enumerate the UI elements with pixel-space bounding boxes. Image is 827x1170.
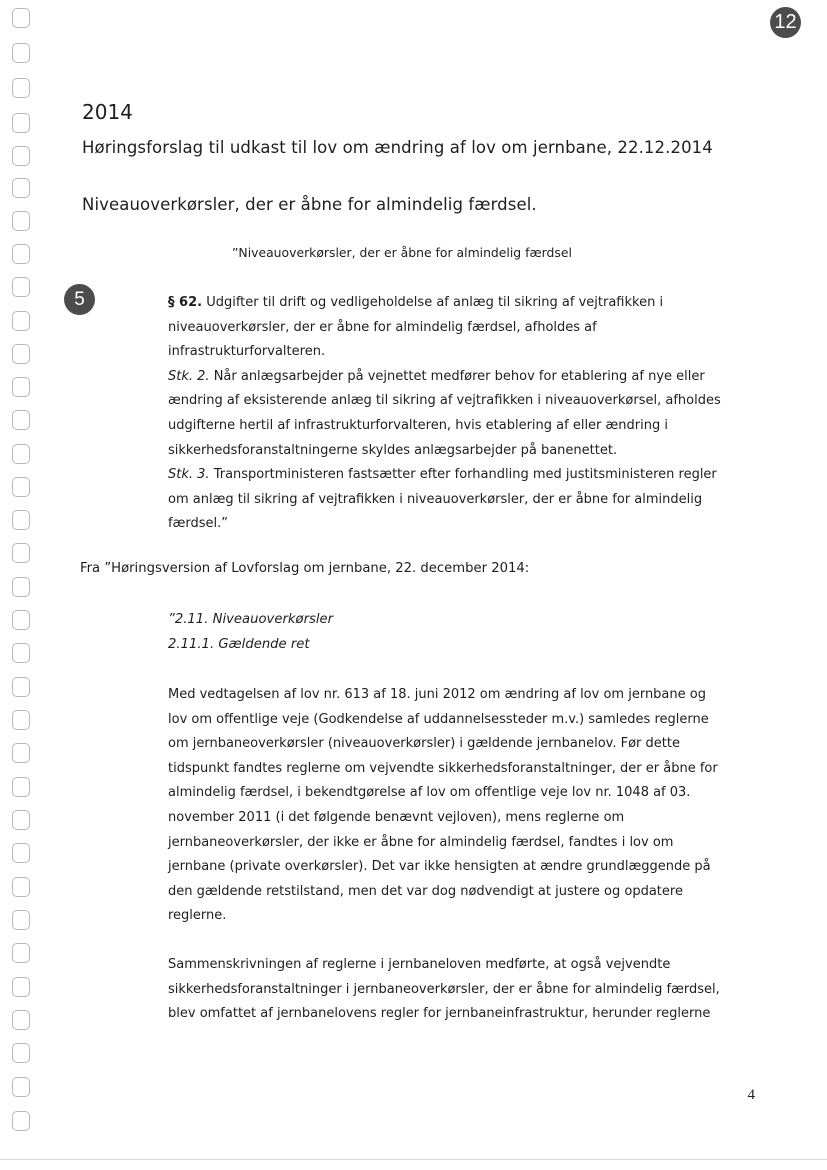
- subsection-subtitle: 2.11.1. Gældende ret: [168, 636, 310, 652]
- binder-hole: [12, 311, 30, 331]
- page-title: Høringsforslag til udkast til lov om ændring af lov om jernbane, 22.12.2014: [82, 138, 713, 157]
- section-62: [168, 291, 721, 537]
- section-badge: 5: [64, 284, 95, 315]
- binder-hole: [12, 344, 30, 364]
- text-line: udgifterne hertil af infrastrukturforvalteren, hvis etablering af eller ændring i: [168, 417, 668, 433]
- section-label: § 62.: [168, 295, 203, 310]
- binder-hole: [12, 510, 30, 530]
- text-line: tidspunkt fandtes reglerne om vejvendte sikkerhedsforanstaltninger, der er åbne for: [168, 760, 718, 776]
- text-line: sikkerhedsforanstaltninger i jernbaneoverkørsler, der er åbne for almindelig færdsel,: [168, 981, 720, 997]
- text-line: Med vedtagelsen af lov nr. 613 af 18. juni 2012 om ændring af lov om jernbane og: [168, 687, 706, 702]
- page-number: 4: [747, 1087, 755, 1103]
- text-line: Sammenskrivningen af reglerne i jernbaneloven medførte, at også vejvendte: [168, 957, 671, 972]
- section-subheading: Niveauoverkørsler, der er åbne for almindelig færdsel.: [82, 195, 537, 214]
- binder-hole: [12, 146, 30, 166]
- stk-label: Stk. 3.: [168, 467, 210, 483]
- binder-hole: [12, 1111, 30, 1131]
- binder-hole: [12, 113, 30, 133]
- text-line: sikkerhedsforanstaltningerne skyldes anlægsarbejder på banenettet.: [168, 442, 618, 458]
- binder-hole: [12, 643, 30, 663]
- binder-hole: [12, 910, 30, 930]
- binder-hole: [12, 377, 30, 397]
- subsection-heading: [168, 608, 333, 657]
- binder-holes: [0, 0, 40, 1170]
- text-line: Når anlægsarbejder på vejnettet medfører behov for etablering af nye eller: [213, 368, 705, 384]
- text-line: færdsel.”: [168, 516, 228, 532]
- binder-hole: [12, 810, 30, 830]
- quote-title: ”Niveauoverkørsler, der er åbne for almindelig færdsel: [232, 245, 572, 260]
- stk-label: Stk. 2.: [168, 368, 210, 384]
- binder-hole: [12, 710, 30, 730]
- binder-hole: [12, 477, 30, 497]
- text-line: blev omfattet af jernbanelovens regler for jernbaneinfrastruktur, herunder reglerne: [168, 1006, 711, 1022]
- source-line: Fra ”Høringsversion af Lovforslag om jernbane, 22. december 2014:: [80, 561, 530, 576]
- text-line: almindelig færdsel, i bekendtgørelse af lov om offentlige veje lov nr. 1048 af 03.: [168, 785, 691, 801]
- binder-hole: [12, 677, 30, 697]
- binder-hole: [12, 843, 30, 863]
- text-line: jernbaneoverkørsler, der ikke er åbne for almindelig færdsel, fandtes i lov om: [168, 834, 674, 850]
- year-heading: 2014: [82, 100, 133, 124]
- binder-hole: [12, 43, 30, 63]
- binder-hole: [12, 610, 30, 630]
- text-line: november 2011 (i det følgende benævnt vejloven), mens reglerne om: [168, 809, 625, 825]
- binder-hole: [12, 877, 30, 897]
- paragraph-2: [168, 953, 720, 1027]
- text-line: Transportministeren fastsætter efter forhandling med justitsministeren regler: [213, 467, 717, 483]
- subsection-title: ”2.11. Niveauoverkørsler: [168, 612, 334, 627]
- binder-hole: [12, 777, 30, 797]
- text-line: lov om offentlige veje (Godkendelse af uddannelsessteder m.v.) samledes reglerne: [168, 711, 709, 727]
- binder-hole: [12, 1010, 30, 1030]
- binder-hole: [12, 577, 30, 597]
- binder-hole: [12, 277, 30, 297]
- binder-hole: [12, 977, 30, 997]
- binder-hole: [12, 1077, 30, 1097]
- binder-hole: [12, 410, 30, 430]
- binder-hole: [12, 211, 30, 231]
- binder-hole: [12, 743, 30, 763]
- binder-hole: [12, 943, 30, 963]
- text-line: om anlæg til sikring af vejtrafikken i niveauoverkørsler, der er åbne for almindelig: [168, 491, 703, 507]
- binder-hole: [12, 8, 30, 28]
- binder-hole: [12, 543, 30, 563]
- paragraph-1: [168, 683, 718, 929]
- text-line: om jernbaneoverkørsler (niveauoverkørsler) i gældende jernbanelov. Før dette: [168, 736, 680, 752]
- text-line: niveauoverkørsler, der er åbne for almindelig færdsel, afholdes af: [168, 319, 597, 335]
- text-line: Udgifter til drift og vedligeholdelse af anlæg til sikring af vejtrafikken i: [206, 295, 664, 310]
- binder-hole: [12, 178, 30, 198]
- binder-hole: [12, 444, 30, 464]
- page-badge: 12: [770, 7, 801, 38]
- binder-hole: [12, 1043, 30, 1063]
- binder-hole: [12, 244, 30, 264]
- text-line: infrastrukturforvalteren.: [168, 344, 326, 360]
- text-line: den gældende retstilstand, men det var dog nødvendigt at justere og opdatere: [168, 883, 683, 899]
- page-bottom-edge: [0, 1159, 827, 1160]
- text-line: reglerne.: [168, 908, 227, 924]
- text-line: ændring af eksisterende anlæg til sikring af vejtrafikken i niveauoverkørsel, afholdes: [168, 393, 721, 409]
- binder-hole: [12, 78, 30, 98]
- text-line: jernbane (private overkørsler). Det var ikke hensigten at ændre grundlæggende på: [168, 859, 711, 875]
